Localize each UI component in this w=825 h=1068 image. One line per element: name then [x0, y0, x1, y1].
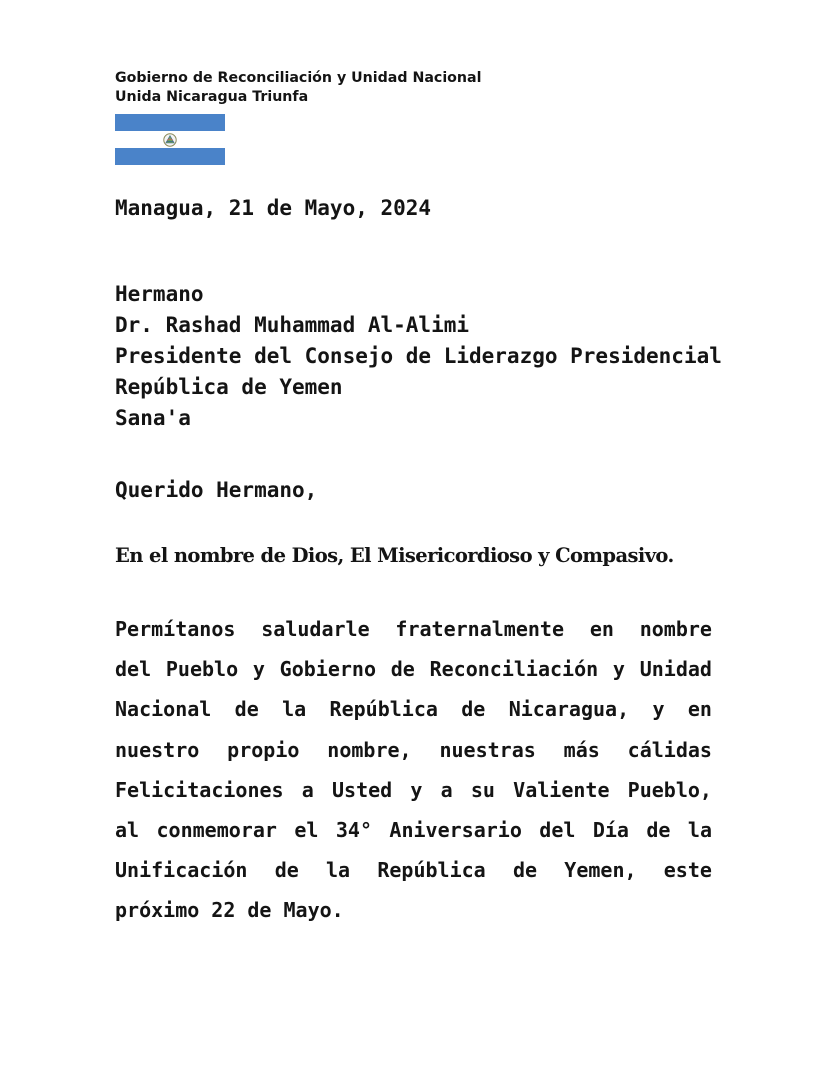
- body-word: la: [687, 817, 712, 842]
- body-line: [115, 810, 712, 850]
- body-word: Aniversario: [389, 817, 522, 842]
- body-word: de: [461, 697, 486, 722]
- body-word: Día: [592, 817, 629, 842]
- coat-of-arms-icon: [163, 133, 177, 147]
- body-word: la: [326, 858, 351, 883]
- body-word: nombre,: [327, 737, 412, 762]
- letter-greeting: Querido Hermano,: [115, 478, 318, 502]
- body-word: 34°: [335, 817, 372, 842]
- body-word: y: [612, 657, 625, 682]
- body-word: Unificación: [115, 858, 248, 883]
- body-line: [115, 609, 712, 649]
- recipient-block: [115, 279, 722, 434]
- body-word: su: [470, 777, 495, 802]
- body-word: y: [652, 697, 665, 722]
- body-word: más: [563, 737, 600, 762]
- body-word: de: [512, 858, 538, 883]
- body-word: Reconciliación: [429, 657, 599, 682]
- body-word: en: [589, 617, 614, 641]
- letterhead: [115, 69, 481, 107]
- body-word: Usted: [332, 777, 393, 802]
- body-word: a: [440, 777, 453, 802]
- body-word: a: [301, 777, 314, 802]
- body-word: Mayo.: [283, 898, 344, 923]
- body-word: Pueblo: [165, 657, 239, 682]
- body-word: del: [539, 817, 576, 842]
- body-word: Permítanos: [115, 617, 236, 641]
- body-word: Pueblo,: [627, 777, 712, 802]
- government-name: Gobierno de Reconciliación y Unidad Nacional: [115, 70, 482, 86]
- body-line: [115, 890, 712, 930]
- body-word: nombre: [639, 617, 712, 641]
- recipient-country: República de Yemen: [115, 375, 343, 399]
- body-word: de: [646, 817, 671, 842]
- government-slogan: Unida Nicaragua Triunfa: [115, 89, 309, 105]
- body-word: próximo: [115, 898, 200, 923]
- body-word: Gobierno: [279, 657, 376, 682]
- body-word: del: [115, 657, 152, 682]
- body-word: de: [274, 858, 299, 883]
- body-word: fraternalmente: [395, 617, 564, 641]
- body-word: de: [247, 898, 272, 923]
- body-line: [115, 730, 712, 770]
- body-word: la: [282, 697, 307, 722]
- recipient-position: Presidente del Consejo de Liderazgo Presidencial: [115, 344, 722, 368]
- body-word: Valiente: [513, 777, 610, 802]
- nicaragua-flag-icon: [115, 114, 225, 165]
- body-word: Unidad: [639, 657, 712, 682]
- body-word: el: [294, 817, 319, 842]
- body-word: nuestras: [439, 737, 536, 762]
- body-word: Nacional: [115, 697, 212, 722]
- body-line: [115, 649, 712, 689]
- body-word: nuestro: [115, 737, 200, 762]
- flag-bottom-band: [115, 148, 225, 165]
- body-word: 22: [211, 898, 236, 923]
- body-word: y: [410, 777, 423, 802]
- body-word: Yemen,: [564, 858, 637, 883]
- body-word: Felicitaciones: [115, 777, 284, 802]
- body-word: de: [390, 657, 415, 682]
- body-word: Nicaragua,: [508, 697, 630, 722]
- letter-invocation: En el nombre de Dios, El Misericordioso y Compasivo.: [115, 544, 674, 567]
- flag-top-band: [115, 114, 225, 131]
- letter-date: Managua, 21 de Mayo, 2024: [115, 196, 432, 220]
- body-word: al: [115, 817, 140, 842]
- body-word: de: [234, 697, 259, 722]
- body-word: conmemorar: [156, 817, 277, 842]
- body-word: República: [377, 858, 486, 883]
- body-word: República: [329, 697, 438, 722]
- body-word: y: [252, 657, 265, 682]
- body-word: en: [687, 697, 712, 722]
- body-line: [115, 850, 712, 890]
- recipient-salutation-title: Hermano: [115, 282, 204, 306]
- body-word: este: [663, 858, 712, 883]
- flag-middle-band: [115, 131, 225, 148]
- recipient-name: Dr. Rashad Muhammad Al-Alimi: [115, 313, 470, 337]
- body-word: cálidas: [627, 737, 712, 762]
- body-line: [115, 770, 712, 810]
- letter-body: [115, 609, 712, 931]
- body-word: saludarle: [261, 617, 370, 641]
- recipient-city: Sana'a: [115, 406, 191, 430]
- body-line: [115, 689, 712, 729]
- body-word: propio: [227, 737, 300, 762]
